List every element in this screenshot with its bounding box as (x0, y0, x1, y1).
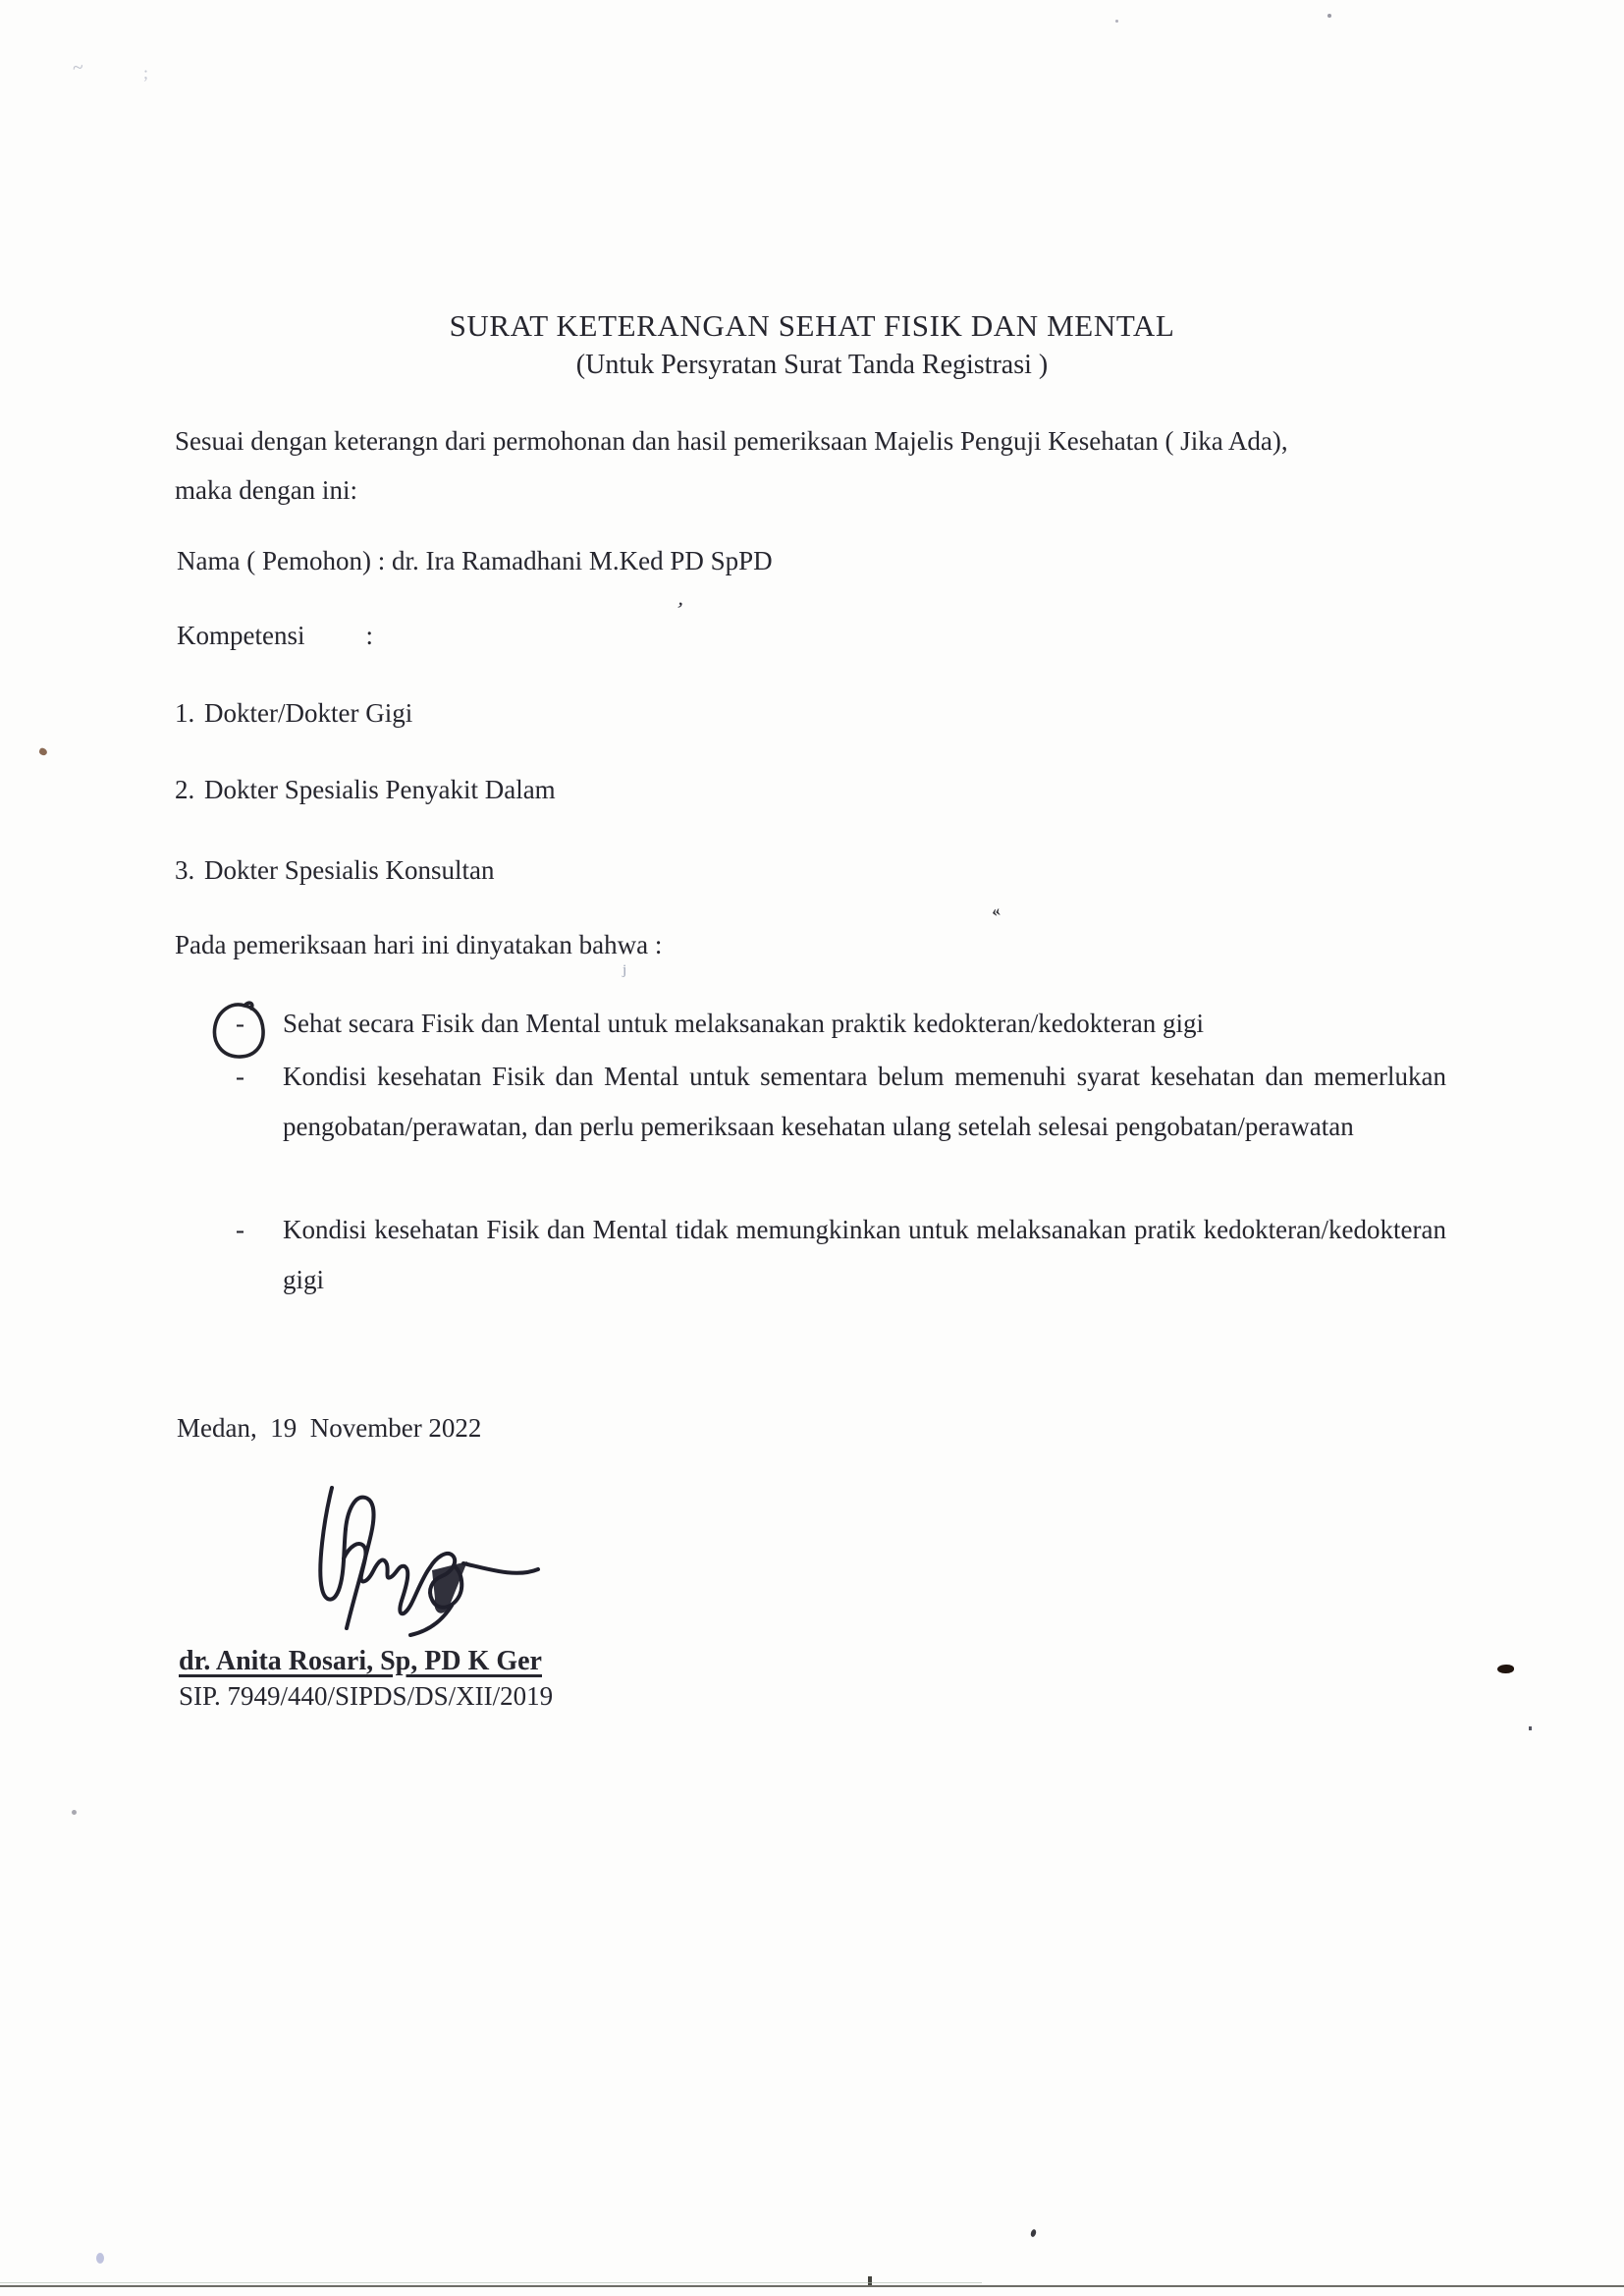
scan-speck (1529, 1726, 1532, 1730)
scan-speck (1030, 2228, 1037, 2237)
competency-text: Dokter/Dokter Gigi (204, 698, 413, 728)
competency-text: Dokter Spesialis Konsultan (204, 855, 495, 885)
scan-speck (868, 2276, 872, 2285)
scan-speck: ~ (71, 56, 85, 80)
scan-speck (1115, 20, 1118, 23)
competency-number: 3. (175, 855, 195, 885)
competency-label: Kompetensi (177, 621, 305, 650)
scan-speck: « (990, 901, 1002, 921)
intro-line-1: Sesuai dengan keterangn dari permohonan dan hasil pemeriksaan Majelis Penguji Kesehatan ( Jika Ada), (175, 426, 1288, 456)
competency-text: Dokter Spesialis Penyakit Dalam (204, 775, 556, 804)
option-text: Kondisi kesehatan Fisik dan Mental tidak memungkinkan untuk melaksanakan pratik kedokteran/kedokteran gigi (283, 1215, 1446, 1294)
competency-number: 1. (175, 698, 195, 728)
option-item-healthy (236, 999, 1463, 1049)
option-text: Kondisi kesehatan Fisik dan Mental untuk sementara belum memenuhi syarat kesehatan dan memerlukan pengobatan/perawatan, dan perlu pemeriksaan kesehatan ulang setelah selesai pengobatan/perawatan (283, 1062, 1446, 1141)
competency-item-1 (175, 698, 412, 730)
signer-name: dr. Anita Rosari, Sp, PD K Ger (179, 1646, 542, 1676)
dash-marker: - (236, 1009, 244, 1038)
dash-marker: - (236, 1062, 244, 1091)
applicant-name-line: Nama ( Pemohon) : dr. Ira Ramadhani M.Ked PD SpPD (177, 546, 773, 575)
scan-speck (38, 747, 48, 756)
scan-edge-line (0, 2285, 1624, 2287)
scan-speck (72, 1810, 77, 1815)
scan-edge-faint-line (0, 2282, 982, 2283)
dash-marker: - (236, 1215, 244, 1244)
competency-label-row (177, 621, 373, 652)
intro-line-2: maka dengan ini: (175, 475, 357, 505)
competency-colon: : (365, 621, 373, 650)
date-line: Medan, 19 November 2022 (177, 1413, 482, 1443)
scan-speck (96, 2253, 104, 2264)
statement-intro: Pada pemeriksaan hari ini dinyatakan bahwa : (175, 930, 663, 959)
document-subtitle: (Untuk Persyratan Surat Tanda Registrasi ) (575, 350, 1049, 380)
competency-item-2 (175, 775, 556, 806)
competency-number: 2. (175, 775, 195, 804)
document-title: SURAT KETERANGAN SEHAT FISIK DAN MENTAL (449, 308, 1175, 343)
ink-blot (1497, 1665, 1514, 1673)
competency-item-3 (175, 855, 494, 887)
handwritten-signature (285, 1468, 550, 1645)
option-text: Sehat secara Fisik dan Mental untuk melaksanakan praktik kedokteran/kedokteran gigi (283, 1009, 1204, 1038)
scan-speck: ; (143, 63, 149, 82)
scan-speck: j (623, 962, 627, 978)
scan-speck: ’ (673, 596, 686, 623)
signer-sip-number: SIP. 7949/440/SIPDS/DS/XII/2019 (179, 1681, 554, 1711)
scan-speck (1327, 14, 1331, 18)
